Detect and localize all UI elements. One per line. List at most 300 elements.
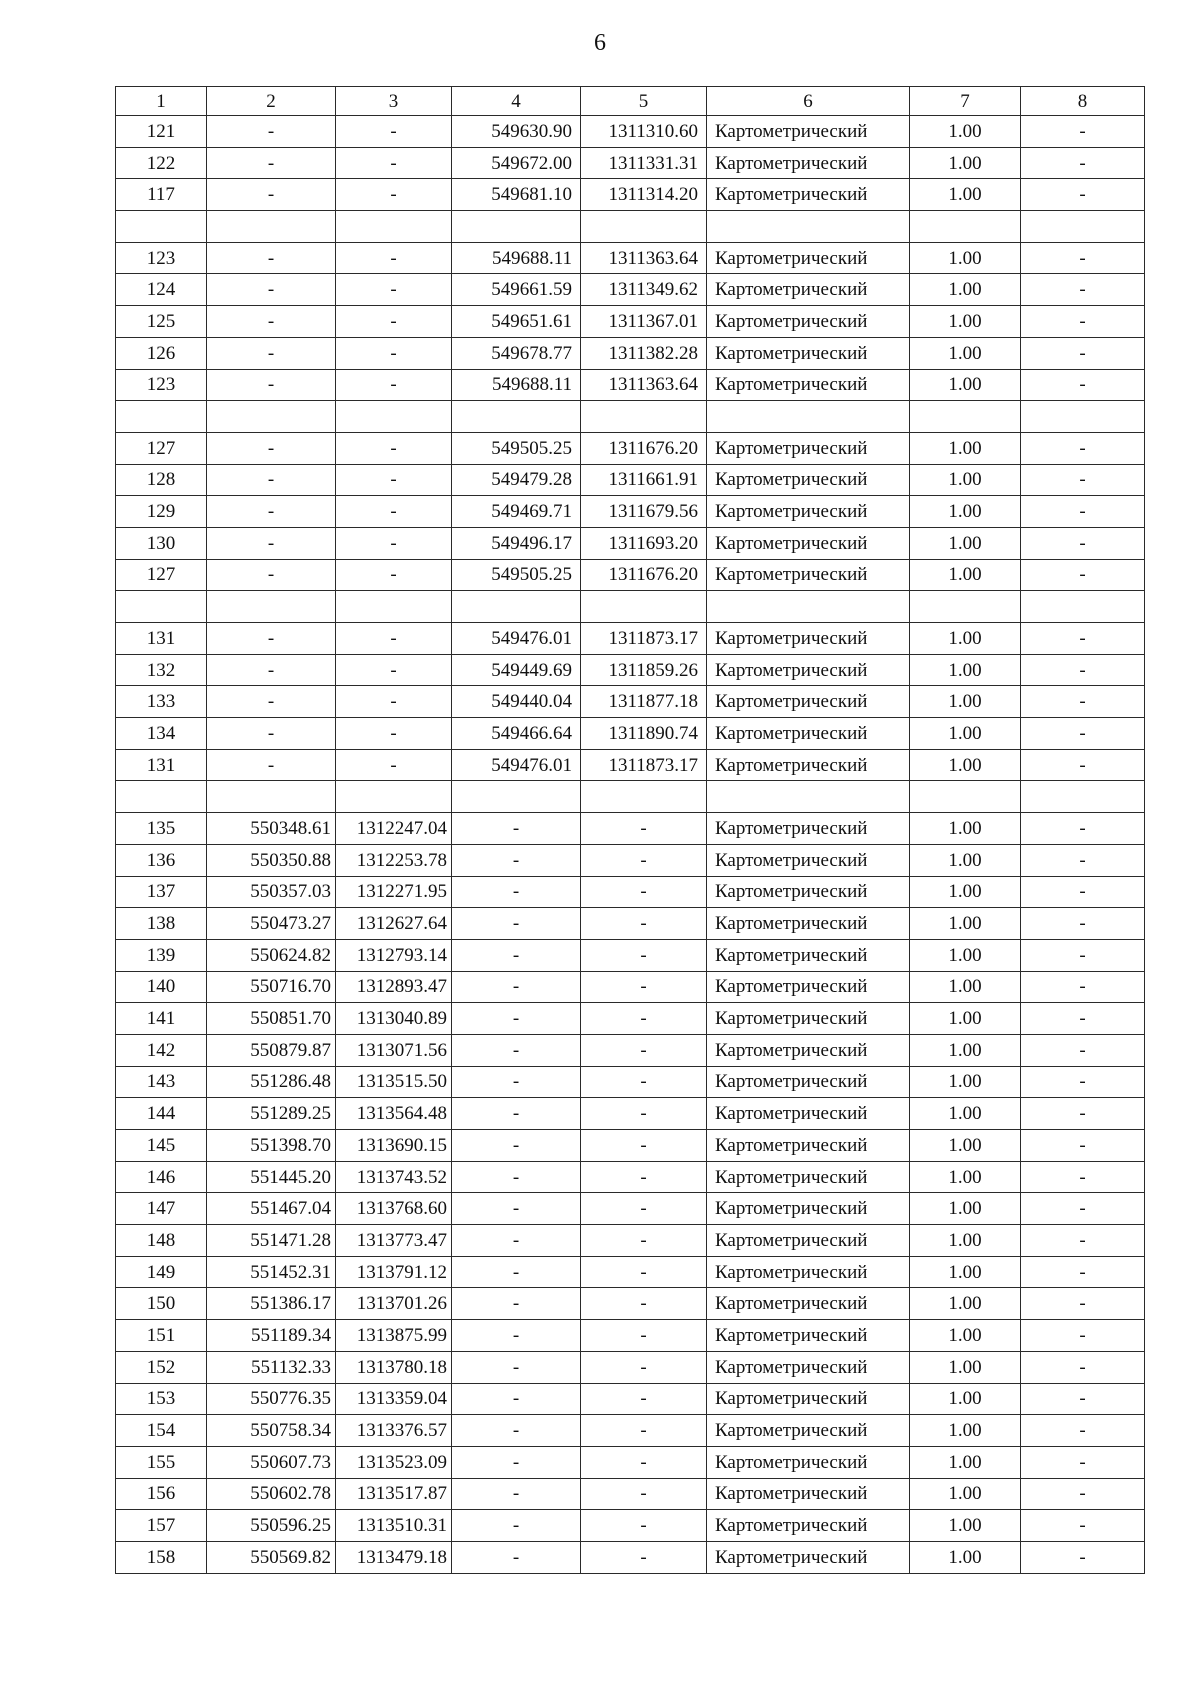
table-cell: - xyxy=(1021,908,1145,940)
table-cell xyxy=(1021,591,1145,623)
table-cell: - xyxy=(1021,1003,1145,1035)
table-cell: - xyxy=(1021,1066,1145,1098)
table-cell: 125 xyxy=(116,306,207,338)
table-cell: 1.00 xyxy=(910,718,1021,750)
table-cell: - xyxy=(581,971,707,1003)
table-cell: - xyxy=(336,274,452,306)
table-cell: 1311877.18 xyxy=(581,686,707,718)
page-number: 6 xyxy=(594,30,606,56)
table-cell: Картометрический xyxy=(707,1320,910,1352)
table-cell: 1.00 xyxy=(910,1478,1021,1510)
table-cell: - xyxy=(1021,337,1145,369)
table-cell: 1311363.64 xyxy=(581,242,707,274)
table-cell: - xyxy=(452,1288,581,1320)
table-cell: 139 xyxy=(116,939,207,971)
table-cell: Картометрический xyxy=(707,1161,910,1193)
table-cell: - xyxy=(1021,1415,1145,1447)
table-cell: Картометрический xyxy=(707,1066,910,1098)
table-row xyxy=(116,1003,1145,1035)
table-cell: - xyxy=(336,116,452,148)
table-cell: - xyxy=(207,718,336,750)
table-cell: Картометрический xyxy=(707,908,910,940)
table-cell xyxy=(452,401,581,433)
table-cell: - xyxy=(1021,623,1145,655)
table-cell: 551286.48 xyxy=(207,1066,336,1098)
table-cell: - xyxy=(207,306,336,338)
header-row xyxy=(116,87,1145,116)
table-cell: 1313768.60 xyxy=(336,1193,452,1225)
table-cell: - xyxy=(452,939,581,971)
table-cell: 124 xyxy=(116,274,207,306)
table-row xyxy=(116,971,1145,1003)
column-header: 1 xyxy=(116,87,207,116)
table-cell: 549505.25 xyxy=(452,559,581,591)
table-cell: 550348.61 xyxy=(207,813,336,845)
table-cell: - xyxy=(581,1415,707,1447)
table-cell: 134 xyxy=(116,718,207,750)
table-cell: - xyxy=(1021,686,1145,718)
table-cell: - xyxy=(1021,432,1145,464)
table-cell: 135 xyxy=(116,813,207,845)
table-cell: 1.00 xyxy=(910,147,1021,179)
table-cell: 1.00 xyxy=(910,242,1021,274)
table-row-separator xyxy=(116,781,1145,813)
table-row xyxy=(116,813,1145,845)
table-cell: 1.00 xyxy=(910,559,1021,591)
table-cell: - xyxy=(207,337,336,369)
table-cell xyxy=(581,211,707,243)
table-cell: 549440.04 xyxy=(452,686,581,718)
table-cell: Картометрический xyxy=(707,1003,910,1035)
table-cell: Картометрический xyxy=(707,813,910,845)
table-cell xyxy=(707,401,910,433)
table-row xyxy=(116,1161,1145,1193)
table-cell: - xyxy=(1021,116,1145,148)
table-cell: 158 xyxy=(116,1541,207,1573)
table-cell: - xyxy=(452,844,581,876)
table-cell: - xyxy=(207,527,336,559)
table-cell: Картометрический xyxy=(707,1034,910,1066)
table-cell: 550758.34 xyxy=(207,1415,336,1447)
table-row xyxy=(116,559,1145,591)
table-cell: 1.00 xyxy=(910,527,1021,559)
table-cell: 1.00 xyxy=(910,844,1021,876)
table-row xyxy=(116,369,1145,401)
table-cell: 549505.25 xyxy=(452,432,581,464)
table-cell: - xyxy=(452,1541,581,1573)
table-cell: 1311693.20 xyxy=(581,527,707,559)
column-header: 5 xyxy=(581,87,707,116)
table-cell: 155 xyxy=(116,1446,207,1478)
table-cell: 1.00 xyxy=(910,1415,1021,1447)
table-cell: 1313517.87 xyxy=(336,1478,452,1510)
column-header: 2 xyxy=(207,87,336,116)
table-cell: - xyxy=(452,1193,581,1225)
table-cell: 121 xyxy=(116,116,207,148)
table-row xyxy=(116,1098,1145,1130)
table-cell: 123 xyxy=(116,242,207,274)
table-cell: - xyxy=(452,1351,581,1383)
table-cell: 1311676.20 xyxy=(581,559,707,591)
table-cell: 156 xyxy=(116,1478,207,1510)
table-cell: - xyxy=(1021,1130,1145,1162)
table-cell: - xyxy=(207,559,336,591)
table-cell: - xyxy=(1021,274,1145,306)
table-cell: - xyxy=(581,1225,707,1257)
table-cell: Картометрический xyxy=(707,179,910,211)
table-cell: 1312893.47 xyxy=(336,971,452,1003)
table-cell: 1.00 xyxy=(910,1383,1021,1415)
table-cell: Картометрический xyxy=(707,718,910,750)
table-cell: - xyxy=(1021,844,1145,876)
table-cell: - xyxy=(1021,559,1145,591)
table-cell: Картометрический xyxy=(707,1193,910,1225)
table-cell: - xyxy=(1021,179,1145,211)
table-cell xyxy=(452,591,581,623)
table-cell xyxy=(116,401,207,433)
table-cell: - xyxy=(452,1510,581,1542)
table-cell: - xyxy=(452,813,581,845)
table-cell: 1.00 xyxy=(910,1034,1021,1066)
table-cell: - xyxy=(1021,1161,1145,1193)
table-cell: - xyxy=(207,432,336,464)
table-cell: 147 xyxy=(116,1193,207,1225)
table-cell: 551398.70 xyxy=(207,1130,336,1162)
table-cell: - xyxy=(1021,813,1145,845)
table-cell: 1313701.26 xyxy=(336,1288,452,1320)
table-cell: 1.00 xyxy=(910,1130,1021,1162)
table-cell: 551452.31 xyxy=(207,1256,336,1288)
table-cell: - xyxy=(1021,1288,1145,1320)
table-cell: 1.00 xyxy=(910,1098,1021,1130)
table-cell: - xyxy=(1021,1256,1145,1288)
table-cell xyxy=(910,591,1021,623)
table-cell xyxy=(581,401,707,433)
table-cell: 549688.11 xyxy=(452,242,581,274)
table-cell: - xyxy=(336,496,452,528)
table-cell: - xyxy=(581,1193,707,1225)
table-cell xyxy=(910,211,1021,243)
table-cell: 551289.25 xyxy=(207,1098,336,1130)
table-cell: 1311363.64 xyxy=(581,369,707,401)
table-cell: 1311890.74 xyxy=(581,718,707,750)
table-cell: 148 xyxy=(116,1225,207,1257)
table-cell: 550473.27 xyxy=(207,908,336,940)
table-cell: 154 xyxy=(116,1415,207,1447)
table-cell: - xyxy=(1021,876,1145,908)
table-cell: - xyxy=(1021,1098,1145,1130)
table-row xyxy=(116,908,1145,940)
column-header: 6 xyxy=(707,87,910,116)
table-cell: Картометрический xyxy=(707,971,910,1003)
table-cell: 551471.28 xyxy=(207,1225,336,1257)
table-cell: 1311310.60 xyxy=(581,116,707,148)
table-cell: - xyxy=(207,623,336,655)
table-cell: - xyxy=(336,654,452,686)
table-cell: 1312253.78 xyxy=(336,844,452,876)
table-cell: - xyxy=(581,1161,707,1193)
table-cell: 1313510.31 xyxy=(336,1510,452,1542)
table-cell: 123 xyxy=(116,369,207,401)
table-cell: - xyxy=(336,337,452,369)
table-cell: - xyxy=(452,1098,581,1130)
table-cell: - xyxy=(336,749,452,781)
table-cell: - xyxy=(452,1003,581,1035)
table-cell: 550602.78 xyxy=(207,1478,336,1510)
table-cell xyxy=(1021,211,1145,243)
table-cell: 1311349.62 xyxy=(581,274,707,306)
table-cell: 126 xyxy=(116,337,207,369)
table-cell: Картометрический xyxy=(707,1256,910,1288)
table-row xyxy=(116,464,1145,496)
table-cell: 549672.00 xyxy=(452,147,581,179)
table-row xyxy=(116,686,1145,718)
table-cell: 1312247.04 xyxy=(336,813,452,845)
table-cell: 129 xyxy=(116,496,207,528)
table-cell xyxy=(207,591,336,623)
table-cell: - xyxy=(336,369,452,401)
table-cell: 149 xyxy=(116,1256,207,1288)
table-cell: 551189.34 xyxy=(207,1320,336,1352)
table-cell: - xyxy=(1021,749,1145,781)
table-cell: Картометрический xyxy=(707,242,910,274)
table-cell: Картометрический xyxy=(707,464,910,496)
table-cell: - xyxy=(581,1256,707,1288)
table-cell: - xyxy=(1021,369,1145,401)
table-cell: 549479.28 xyxy=(452,464,581,496)
table-cell: Картометрический xyxy=(707,1383,910,1415)
table-cell: 1.00 xyxy=(910,654,1021,686)
table-cell: Картометрический xyxy=(707,1130,910,1162)
table-cell: - xyxy=(452,1225,581,1257)
table-cell: 1313071.56 xyxy=(336,1034,452,1066)
table-cell xyxy=(1021,401,1145,433)
table-cell: Картометрический xyxy=(707,1351,910,1383)
table-cell: 144 xyxy=(116,1098,207,1130)
table-cell xyxy=(116,591,207,623)
table-cell: - xyxy=(581,813,707,845)
table-cell: Картометрический xyxy=(707,559,910,591)
table-cell: - xyxy=(1021,654,1145,686)
table-cell: 1313564.48 xyxy=(336,1098,452,1130)
table-cell: - xyxy=(581,1351,707,1383)
column-header: 8 xyxy=(1021,87,1145,116)
table-cell: - xyxy=(581,1446,707,1478)
table-cell: Картометрический xyxy=(707,939,910,971)
table-cell: 550716.70 xyxy=(207,971,336,1003)
table-cell: - xyxy=(581,1066,707,1098)
table-cell: Картометрический xyxy=(707,1225,910,1257)
table-cell: 1313359.04 xyxy=(336,1383,452,1415)
table-cell: - xyxy=(336,559,452,591)
table-cell: 130 xyxy=(116,527,207,559)
table-cell: 1311661.91 xyxy=(581,464,707,496)
table-cell: 1.00 xyxy=(910,1320,1021,1352)
table-cell: - xyxy=(207,369,336,401)
table-cell: - xyxy=(1021,1351,1145,1383)
table-cell: 1311679.56 xyxy=(581,496,707,528)
table-cell: - xyxy=(581,1383,707,1415)
table-cell: 131 xyxy=(116,623,207,655)
table-cell: - xyxy=(1021,1510,1145,1542)
table-row xyxy=(116,274,1145,306)
table-cell: - xyxy=(207,686,336,718)
table-cell: 1.00 xyxy=(910,1351,1021,1383)
table-cell: 1.00 xyxy=(910,1225,1021,1257)
table-cell xyxy=(116,781,207,813)
table-row xyxy=(116,1193,1145,1225)
table-cell: 1.00 xyxy=(910,939,1021,971)
table-cell: 549661.59 xyxy=(452,274,581,306)
table-cell: 1311382.28 xyxy=(581,337,707,369)
table-cell: 117 xyxy=(116,179,207,211)
table-row xyxy=(116,1351,1145,1383)
table-cell: - xyxy=(452,1130,581,1162)
table-cell: 127 xyxy=(116,432,207,464)
table-cell: - xyxy=(452,971,581,1003)
table-row xyxy=(116,1130,1145,1162)
table-cell: 1313875.99 xyxy=(336,1320,452,1352)
table-cell: 1311676.20 xyxy=(581,432,707,464)
table-cell: - xyxy=(581,1003,707,1035)
column-header: 4 xyxy=(452,87,581,116)
table-cell: 1311314.20 xyxy=(581,179,707,211)
table-cell: - xyxy=(452,908,581,940)
table-cell: - xyxy=(1021,718,1145,750)
table-row xyxy=(116,1478,1145,1510)
table-cell: 549476.01 xyxy=(452,749,581,781)
table-cell: 549688.11 xyxy=(452,369,581,401)
table-cell: Картометрический xyxy=(707,686,910,718)
table-cell xyxy=(707,781,910,813)
table-cell: - xyxy=(581,1130,707,1162)
table-cell: 1.00 xyxy=(910,1003,1021,1035)
table-cell: Картометрический xyxy=(707,1415,910,1447)
table-cell xyxy=(581,591,707,623)
table-cell: 1.00 xyxy=(910,1446,1021,1478)
table-cell: 1313773.47 xyxy=(336,1225,452,1257)
table-cell: - xyxy=(207,496,336,528)
table-cell: - xyxy=(336,686,452,718)
table-cell xyxy=(207,781,336,813)
table-cell: 1.00 xyxy=(910,971,1021,1003)
table-cell: 131 xyxy=(116,749,207,781)
table-cell: Картометрический xyxy=(707,337,910,369)
table-cell: 137 xyxy=(116,876,207,908)
table-cell: 153 xyxy=(116,1383,207,1415)
table-cell: - xyxy=(581,1320,707,1352)
table-cell xyxy=(336,591,452,623)
table-cell: 550569.82 xyxy=(207,1541,336,1573)
table-cell: - xyxy=(452,1161,581,1193)
table-cell: - xyxy=(452,1320,581,1352)
table-row xyxy=(116,1383,1145,1415)
table-cell: Картометрический xyxy=(707,274,910,306)
table-cell: 550624.82 xyxy=(207,939,336,971)
table-cell: 1.00 xyxy=(910,1510,1021,1542)
table-cell: - xyxy=(336,464,452,496)
table-cell: - xyxy=(1021,1193,1145,1225)
table-cell: 127 xyxy=(116,559,207,591)
table-cell: 551445.20 xyxy=(207,1161,336,1193)
table-cell xyxy=(910,401,1021,433)
table-row-separator xyxy=(116,401,1145,433)
table-cell: - xyxy=(336,527,452,559)
table-cell: 1312793.14 xyxy=(336,939,452,971)
table-row xyxy=(116,1446,1145,1478)
table-cell: 1313523.09 xyxy=(336,1446,452,1478)
table-cell: - xyxy=(581,876,707,908)
table-row xyxy=(116,242,1145,274)
column-header: 7 xyxy=(910,87,1021,116)
table-row xyxy=(116,718,1145,750)
table-row xyxy=(116,844,1145,876)
table-cell: Картометрический xyxy=(707,654,910,686)
table-row xyxy=(116,1066,1145,1098)
table-cell: Картометрический xyxy=(707,147,910,179)
table-cell: 1.00 xyxy=(910,306,1021,338)
table-cell: 1313515.50 xyxy=(336,1066,452,1098)
table-cell: Картометрический xyxy=(707,306,910,338)
table-row-separator xyxy=(116,591,1145,623)
table-cell: - xyxy=(207,116,336,148)
table-cell: - xyxy=(581,1034,707,1066)
table-row xyxy=(116,939,1145,971)
table-cell: - xyxy=(1021,1225,1145,1257)
table-cell: - xyxy=(1021,939,1145,971)
table-cell: 551386.17 xyxy=(207,1288,336,1320)
table-cell: 1.00 xyxy=(910,496,1021,528)
table-cell: 549476.01 xyxy=(452,623,581,655)
table-cell: 145 xyxy=(116,1130,207,1162)
table-cell xyxy=(116,211,207,243)
table-cell: 1313040.89 xyxy=(336,1003,452,1035)
table-cell: 1.00 xyxy=(910,749,1021,781)
table-cell: 549469.71 xyxy=(452,496,581,528)
table-cell: 1.00 xyxy=(910,1288,1021,1320)
table-cell: - xyxy=(581,1478,707,1510)
table-cell: 549678.77 xyxy=(452,337,581,369)
table-cell: - xyxy=(1021,1034,1145,1066)
table-cell: 151 xyxy=(116,1320,207,1352)
table-cell: Картометрический xyxy=(707,844,910,876)
table-cell: 549466.64 xyxy=(452,718,581,750)
table-cell: 550879.87 xyxy=(207,1034,336,1066)
table-cell: 142 xyxy=(116,1034,207,1066)
table-row xyxy=(116,179,1145,211)
table-cell xyxy=(910,781,1021,813)
table-cell: - xyxy=(336,623,452,655)
table-cell: 550776.35 xyxy=(207,1383,336,1415)
table-cell: - xyxy=(1021,242,1145,274)
table-cell: - xyxy=(207,464,336,496)
table-cell: - xyxy=(207,654,336,686)
table-cell: Картометрический xyxy=(707,369,910,401)
table-cell xyxy=(207,211,336,243)
table-cell: Картометрический xyxy=(707,1478,910,1510)
table-cell: 1.00 xyxy=(910,274,1021,306)
table-cell: - xyxy=(207,147,336,179)
table-cell: 128 xyxy=(116,464,207,496)
table-cell: 1311331.31 xyxy=(581,147,707,179)
table-cell: 551467.04 xyxy=(207,1193,336,1225)
table-cell: - xyxy=(207,749,336,781)
table-cell: - xyxy=(1021,527,1145,559)
table-row xyxy=(116,654,1145,686)
table-cell: 1311367.01 xyxy=(581,306,707,338)
table-cell: 549681.10 xyxy=(452,179,581,211)
table-cell: 152 xyxy=(116,1351,207,1383)
